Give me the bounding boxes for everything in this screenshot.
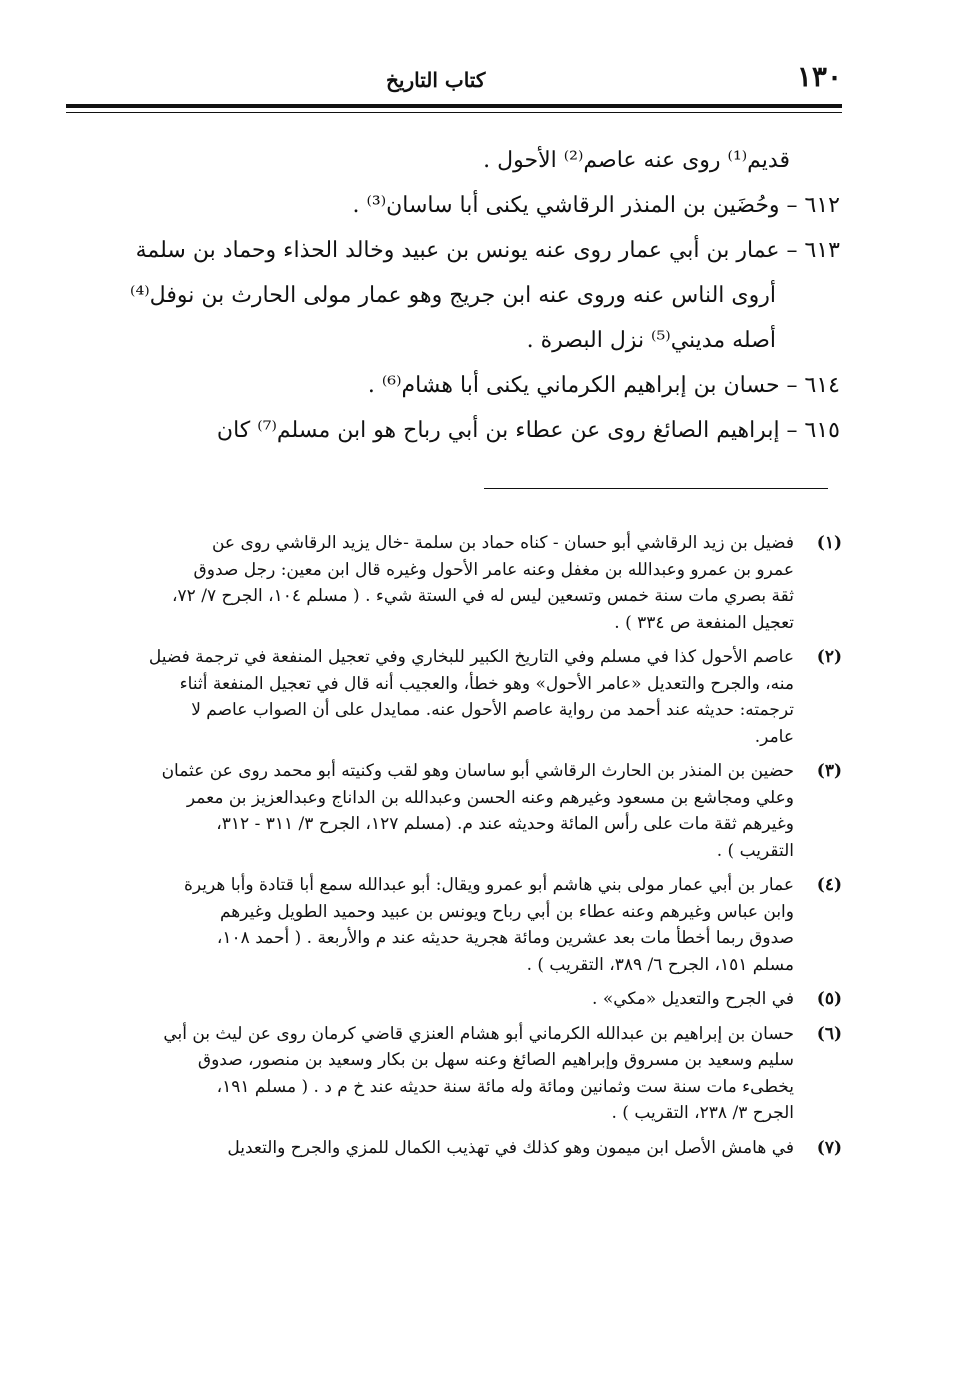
footnote-line: وعلي ومجاشع بن مسعود وغيرهم وعنه الحسن وعبدالله بن الداناج وعبدالعزيز بن معمر: [186, 787, 794, 808]
footnote-line: حضين بن المنذر بن الحارث الرقاشي أبو ساسان وهو لقب وكنيته أبو محمد روى عن عثمان: [161, 761, 794, 781]
footnote-line: عمار بن أبي عمار مولى بني هاشم أبو عمرو ويقال: أبو عبدالله سمع أبا قتادة وأبا هريرة: [184, 875, 794, 895]
book-title: كتاب التاريخ: [386, 68, 486, 92]
footnote-line: عمرو بن عمرو وعبدالله بن مغفل وعنه عامر الأحول وغيره قال ابن معين: رجل صدوق: [193, 559, 794, 580]
page-header: [66, 60, 842, 100]
entry-612: ٦١٢ – وحُضَين بن المنذر الرقاشي يكنى أبا ساسان⁽³⁾ .: [352, 193, 840, 218]
footnote-3: [70, 758, 842, 864]
footnote-1: [70, 530, 842, 636]
footnote-line: وابن عباس وغيرهم وعنه عطاء بن أبي رباح ويونس بن عبيد وحميد الطويل وغيرهم: [219, 901, 794, 922]
footnote-4: [70, 872, 842, 978]
entry-613-cont: أصله مديني⁽⁵⁾ نزل البصرة .: [526, 328, 776, 353]
footnote-line: حسان بن إبراهيم بن عبدالله الكرماني أبو هشام العنزي قاضي كرمان روى عن ليث بن أبي: [163, 1023, 794, 1044]
footnote-line: عاصم الأحول كذا في مسلم وفي التاريخ الكبير للبخاري وفي تعجيل المنفعة في ترجمة فضيل: [148, 647, 794, 667]
entry-613-cont: أروى الناس عنه وروى عنه ابن جريج وهو عمار مولى الحارث بن نوفل⁽⁴⁾: [130, 283, 776, 308]
main-line: قديم⁽¹⁾ روى عنه عاصم⁽²⁾ الأحول .: [483, 148, 790, 173]
entry-615: ٦١٥ – إبراهيم الصائغ روى عن عطاء بن أبي رباح هو ابن مسلم⁽⁷⁾ كان: [216, 418, 840, 443]
footnote-line: الجرح ٣/ ٢٣٨، التقريب ) .: [611, 1103, 794, 1123]
footnote-number: (٤): [816, 875, 842, 895]
footnote-line: وغيرهم ثقة مات على رأس المائة وحديثه عند م. (مسلم ١٢٧، الجرح ٣/ ٣١١ - ٣١٢،: [216, 814, 794, 834]
footnote-number: (٧): [816, 1137, 842, 1158]
entry-614: ٦١٤ – حسان بن إبراهيم الكرماني يكنى أبا هشام⁽⁶⁾ .: [367, 373, 840, 398]
footnote-line: صدوق ربما أخطأ مات بعد عشرين ومائة هجرية حديثه عند م والأربعة . ( أحمد ١٠٨،: [216, 928, 794, 948]
footnote-line: فضيل بن زيد الرقاشي أبو حسان - كناه حماد بن سلمة -خال يزيد الرقاشي روى عن: [211, 533, 794, 553]
footnote-number: (٥): [816, 989, 842, 1009]
main-text: [70, 138, 840, 453]
footnote-number: (٣): [816, 761, 842, 781]
footnote-number: (٦): [816, 1023, 842, 1044]
footnote-line: عامر.: [754, 726, 794, 747]
footnote-line: في هامش الأصل ابن ميمون وهو كذلك في تهذيب الكمال للمزي والجرح والتعديل: [227, 1137, 794, 1158]
footnote-body: [70, 530, 794, 636]
footnotes: [70, 530, 842, 1169]
footnote-7: [70, 1135, 842, 1162]
footnote-body: [70, 644, 794, 750]
footnote-body: [70, 872, 794, 978]
footnote-number: (١): [816, 533, 842, 553]
header-rule: [66, 104, 842, 108]
header-rule-thin: [66, 112, 842, 113]
footnote-line: يخطىء مات سنة ست وثمانين ومائة وله مائة سنة حديثه عند خ م د . ( مسلم ١٩١،: [216, 1076, 794, 1097]
footnote-line: ثقة بصري مات سنة خمس وتسعين ليس له في الستة شيء . ( مسلم ١٠٤، الجرح ٧/ ٧٢،: [172, 586, 794, 606]
footnote-number: (٢): [816, 647, 842, 667]
footnote-body: [70, 758, 794, 864]
footnote-body: [70, 986, 794, 1013]
footnote-5: [70, 986, 842, 1013]
footnote-line: ترجمته: حديثه عند أحمد من رواية عاصم الأحول عنه. ممايدل على أن الصواب عاصم لا: [191, 700, 794, 720]
footnote-body: [70, 1135, 794, 1162]
footnote-line: في الجرح والتعديل «مكي» .: [592, 989, 794, 1009]
footnote-body: [70, 1021, 794, 1127]
footnote-line: تعجيل المنفعة ص ٣٣٤ ) .: [614, 612, 794, 633]
footnote-line: سليم وسعيد بن مسروق وإبراهيم الصائغ وعنه سهل بن بكار وسعيد بن منصور، صدوق: [197, 1050, 794, 1070]
footnote-line: التقريب ) .: [716, 840, 794, 861]
footnote-divider: [484, 488, 828, 489]
footnote-2: [70, 644, 842, 750]
footnote-line: مسلم ١٥١، الجرح ٦/ ٣٨٩، التقريب ) .: [526, 954, 794, 975]
footnote-6: [70, 1021, 842, 1127]
entry-613: ٦١٣ – عمار بن أبي عمار روى عنه يونس بن عبيد وخالد الحذاء وحماد بن سلمة: [135, 238, 840, 263]
page-number: ١٣٠: [796, 60, 842, 93]
footnote-line: منه، والجرح والتعديل «عامر الأحول» وهو خطأ، والعجيب أنه قال في تعجيل المنفعة أثناء: [179, 673, 794, 694]
